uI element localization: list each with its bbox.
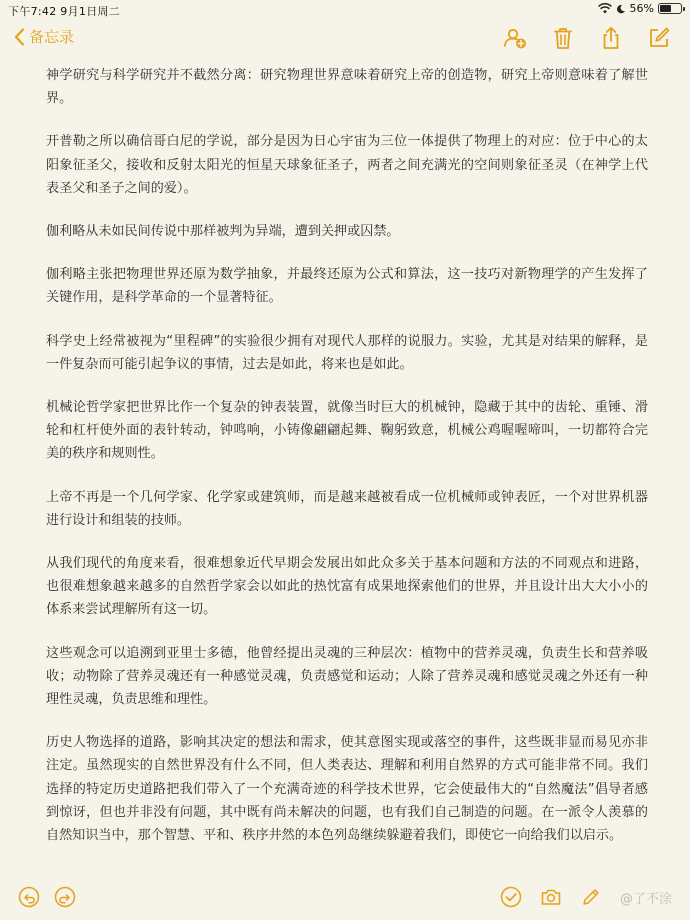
- bottom-toolbar: [0, 876, 690, 920]
- checklist-icon[interactable]: [500, 886, 522, 908]
- compose-icon[interactable]: [646, 25, 672, 51]
- undo-icon[interactable]: [18, 886, 40, 908]
- chevron-left-icon: [14, 28, 25, 46]
- note-paragraph: 机械论哲学家把世界比作一个复杂的钟表装置，就像当时巨大的机械钟，隐藏于其中的齿轮、重锤、滑轮和杠杆使外面的表针转动，钟鸣响，小铸像翩翩起舞、鞠躬致意，机械公鸡喔喔啼叫，一切都符合完美的秩序和规则性。: [46, 400, 648, 462]
- battery-percent: 56%: [629, 2, 654, 15]
- status-right-group: [598, 2, 682, 15]
- nav-actions: [502, 25, 672, 51]
- bottom-left-group: [18, 886, 76, 908]
- note-paragraph: 伽利略从未如民间传说中那样被判为异端，遭到关押或囚禁。: [46, 224, 400, 240]
- status-time-date: 下午7:42 9月1日周二: [8, 5, 121, 18]
- battery-icon: [658, 3, 682, 14]
- note-paragraph: 历史人物选择的道路，影响其决定的想法和需求，使其意图实现或落空的事件，这些既非显而易见亦非注定。虽然现实的自然世界没有什么不同，但人类表达、理解和利用自然界的方式可能非常不同。我们选择的特定历史道路把我们带入了一个充满奇迹的科学技术世界，它会使最伟大的“自然魔法”倡导者感到惊讶，但也并非没有问题，其中既有尚未解决的问题，也有我们自己制造的问题。在一派令人羡慕的自然知识当中，那个智慧、平和、秩序井然的本色列岛继续躲避着我们，即使它一向给我们以启示。: [46, 735, 648, 844]
- moon-icon: [616, 4, 626, 14]
- note-paragraph: 这些观念可以追溯到亚里士多德，他曾经提出灵魂的三种层次：植物中的营养灵魂，负责生长和营养吸收；动物除了营养灵魂还有一种感觉灵魂，负责感觉和运动；人除了营养灵魂和感觉灵魂之外还有一种理性灵魂，负责思维和理性。: [46, 645, 648, 708]
- note-paragraph: 神学研究与科学研究并不截然分离：研究物理世界意味着研究上帝的创造物，研究上帝则意味着了解世界。: [46, 68, 648, 107]
- note-paragraph: 上帝不再是一个几何学家、化学家或建筑师，而是越来越被看成一位机械师或钟表匠，一个对世界机器进行设计和组装的技师。: [46, 489, 648, 528]
- battery-fill: [660, 5, 671, 12]
- watermark: @了不涂: [619, 891, 672, 907]
- note-paragraph: 从我们现代的角度来看，很难想象近代早期会发展出如此众多关于基本问题和方法的不同观点和进路，也很难想象越来越多的自然哲学家会以如此的热忱富有成果地探索他们的世界，并且设计出大大小小的体系来尝试理解所有这一切。: [46, 556, 648, 618]
- nav-bar: [0, 20, 690, 56]
- share-icon[interactable]: [598, 25, 624, 51]
- trash-icon[interactable]: [550, 25, 576, 51]
- back-button[interactable]: [14, 26, 74, 47]
- redo-icon[interactable]: [54, 886, 76, 908]
- note-body[interactable]: [46, 64, 648, 867]
- wifi-icon: [598, 3, 612, 14]
- back-button-label: 备忘录: [29, 28, 75, 46]
- note-paragraph: 科学史上经常被视为“里程碑”的实验很少拥有对现代人那样的说服力。实验，尤其是对结果的解释，是一件复杂而可能引起争议的事情，过去是如此，将来也是如此。: [46, 333, 648, 372]
- add-person-icon[interactable]: [502, 25, 528, 51]
- pen-icon[interactable]: [580, 886, 602, 908]
- status-bar: [0, 0, 690, 20]
- note-paragraph: 伽利略主张把物理世界还原为数学抽象，并最终还原为公式和算法，这一技巧对新物理学的产生发挥了关键作用，是科学革命的一个显著特征。: [46, 267, 648, 306]
- bottom-right-group: [500, 886, 672, 908]
- camera-icon[interactable]: [540, 886, 562, 908]
- note-paragraph: 开普勒之所以确信哥白尼的学说，部分是因为日心宇宙为三位一体提供了物理上的对应：位于中心的太阳象征圣父，接收和反射太阳光的恒星天球象征圣子，两者之间充满光的空间则象征圣灵（在神学上代表圣父和圣子之间的爱）。: [46, 134, 648, 196]
